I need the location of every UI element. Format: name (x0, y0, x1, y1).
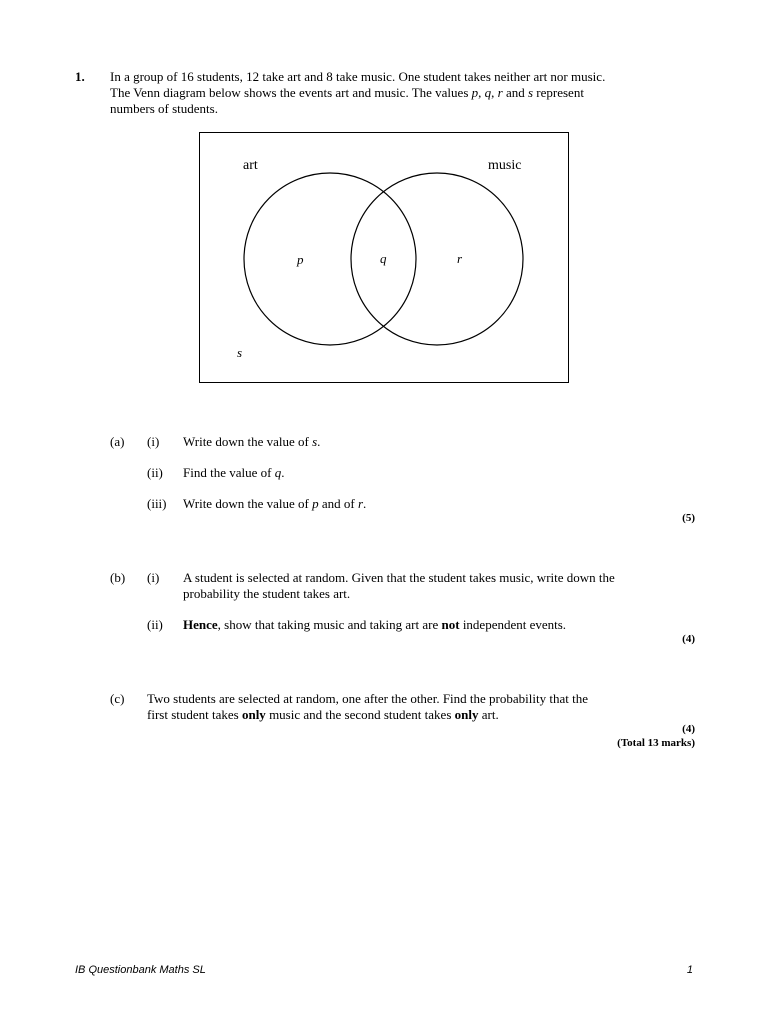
part-c-marks: (4) (682, 723, 695, 735)
part-a-marks: (5) (682, 512, 695, 524)
venn-region-s: s (237, 345, 243, 360)
part-a-i-text: Write down the value of s. (183, 434, 321, 449)
part-c-line-1: Two students are selected at random, one after the other. Find the probability that the (147, 691, 588, 706)
footer-source: IB Questionbank Maths SL (75, 964, 206, 976)
part-b-marks: (4) (682, 633, 695, 645)
footer-page-number: 1 (686, 964, 693, 976)
venn-art-circle (244, 173, 416, 345)
part-b-label: (b) (110, 570, 126, 585)
part-c-line-2: first student takes only music and the second student takes only art. (147, 707, 499, 722)
venn-music-circle (351, 173, 523, 345)
part-b-i-line-1: A student is selected at random. Given that the student takes music, write down the (183, 570, 615, 585)
part-b-i-number: (i) (147, 570, 160, 585)
part-a-iii-number: (iii) (147, 496, 167, 511)
part-a-i-number: (i) (147, 434, 160, 449)
part-b-i-line-2: probability the student takes art. (183, 586, 351, 601)
venn-region-q: q (380, 251, 387, 266)
venn-region-r: r (457, 251, 463, 266)
part-a-label: (a) (110, 434, 125, 449)
venn-label-music: music (488, 158, 522, 173)
venn-diagram (199, 132, 570, 385)
venn-region-p: p (297, 252, 304, 267)
total-marks: (Total 13 marks) (617, 737, 695, 749)
part-c-label: (c) (110, 691, 125, 706)
part-a-ii-number: (ii) (147, 465, 163, 480)
venn-label-art: art (243, 158, 258, 173)
part-b-ii-number: (ii) (147, 617, 163, 632)
question-number: 1. (75, 69, 85, 84)
part-b-ii-text: Hence, show that taking music and taking art are not independent events. (183, 617, 567, 632)
part-a-ii-text: Find the value of q. (183, 465, 285, 480)
question-intro-line-2: The Venn diagram below shows the events art and music. The values p, q, r and s represent (110, 85, 584, 100)
part-a-iii-text: Write down the value of p and of r. (183, 496, 367, 511)
question-intro-line-3: numbers of students. (110, 101, 218, 116)
question-intro-line-1: In a group of 16 students, 12 take art and 8 take music. One student takes neither art nor music. (110, 69, 606, 84)
